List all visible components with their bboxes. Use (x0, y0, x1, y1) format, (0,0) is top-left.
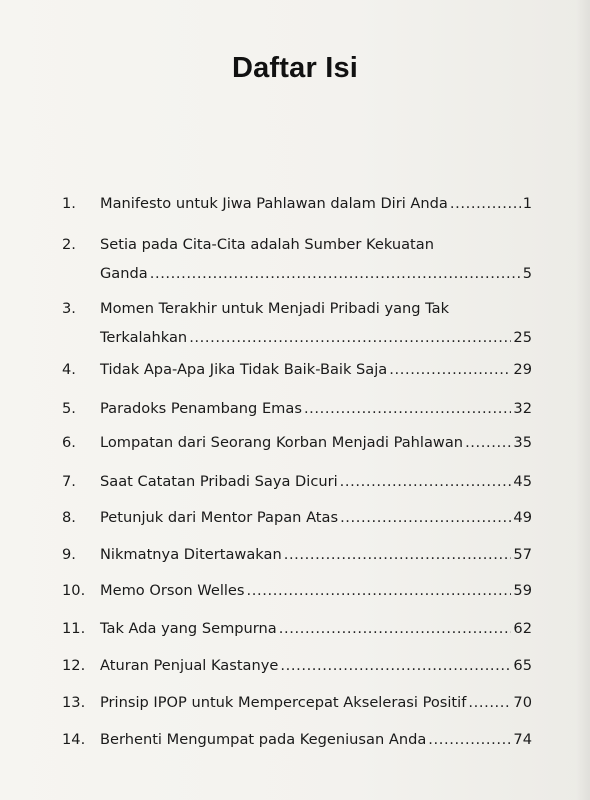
toc-entry-number: 10. (62, 582, 86, 599)
toc-entry-page-number: 32 (513, 400, 532, 417)
toc-entry-page-number: 65 (513, 657, 532, 674)
toc-entry-page-number: 5 (522, 265, 532, 282)
dot-leader (340, 467, 512, 496)
toc-entry-title: Lompatan dari Seorang Korban Menjadi Pahlawan (100, 434, 464, 451)
toc-entry-number: 5. (62, 400, 76, 417)
toc-entry-title: Tidak Apa-Apa Jika Tidak Baik-Baik Saja (100, 361, 388, 378)
dot-leader (150, 259, 521, 288)
toc-entry-title: Manifesto untuk Jiwa Pahlawan dalam Diri Anda (100, 195, 448, 212)
toc-entry-page-number: 1 (522, 195, 532, 212)
dot-leader (247, 576, 512, 605)
dot-leader (279, 614, 512, 643)
toc-entry-title: Saat Catatan Pribadi Saya Dicuri (100, 473, 338, 490)
toc-entry-number: 3. (62, 300, 76, 317)
page-edge-shadow (576, 0, 590, 800)
toc-entry-number: 8. (62, 509, 76, 526)
dot-leader (450, 189, 521, 218)
dot-leader (189, 323, 511, 352)
toc-entry-number: 12. (62, 657, 86, 674)
toc-entry-page-number: 35 (513, 434, 532, 451)
toc-entry-page-number: 70 (513, 694, 532, 711)
toc-entry-number: 7. (62, 473, 76, 490)
toc-entry-number: 13. (62, 694, 86, 711)
toc-entry-number: 11. (62, 620, 86, 637)
toc-entry-page-number: 25 (513, 329, 532, 346)
toc-entry-number: 6. (62, 434, 76, 451)
toc-entry-title: Aturan Penjual Kastanye (100, 657, 279, 674)
toc-entry-number: 2. (62, 236, 76, 253)
dot-leader (468, 688, 511, 717)
dot-leader (340, 503, 511, 532)
toc-entry-title: Ganda (100, 265, 148, 282)
toc-entry-number: 9. (62, 546, 76, 563)
toc-entry-title: Nikmatnya Ditertawakan (100, 546, 282, 563)
dot-leader (284, 540, 512, 569)
toc-entry-title: Setia pada Cita-Cita adalah Sumber Kekuatan (100, 236, 434, 253)
toc-entry-title: Petunjuk dari Mentor Papan Atas (100, 509, 339, 526)
dot-leader (280, 651, 511, 680)
dot-leader (428, 725, 511, 754)
toc-entry-title: Memo Orson Welles (100, 582, 245, 599)
toc-entry-page-number: 74 (513, 731, 532, 748)
toc-entry-title: Terkalahkan (100, 329, 188, 346)
toc-entry-number: 1. (62, 195, 76, 212)
toc-entry-page-number: 45 (513, 473, 532, 490)
toc-entry-page-number: 49 (513, 509, 532, 526)
dot-leader (389, 355, 511, 384)
toc-entry-title: Prinsip IPOP untuk Mempercepat Akselerasi Positif (100, 694, 467, 711)
dot-leader (304, 394, 511, 423)
toc-entry-number: 4. (62, 361, 76, 378)
toc-entry-page-number: 57 (513, 546, 532, 563)
toc-entry-page-number: 62 (513, 620, 532, 637)
toc-entry-page-number: 29 (513, 361, 532, 378)
toc-entry-title: Momen Terakhir untuk Menjadi Pribadi yang Tak (100, 300, 450, 317)
page-title: Daftar Isi (231, 52, 359, 84)
dot-leader (465, 428, 511, 457)
toc-entry-number: 14. (62, 731, 86, 748)
toc-entry-title: Berhenti Mengumpat pada Kegeniusan Anda (100, 731, 427, 748)
toc-entry-title: Tak Ada yang Sempurna (100, 620, 277, 637)
toc-entry-page-number: 59 (513, 582, 532, 599)
toc-entry-title: Paradoks Penambang Emas (100, 400, 302, 417)
